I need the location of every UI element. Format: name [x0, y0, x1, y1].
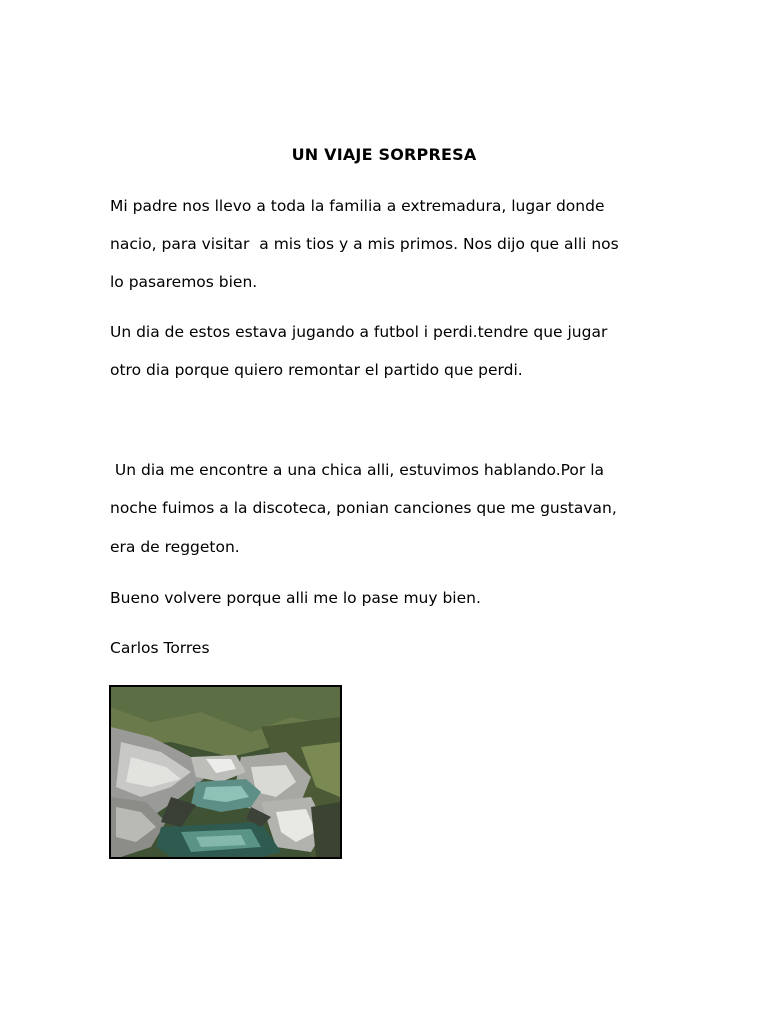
paragraph-line: era de reggeton.	[110, 538, 240, 556]
paragraph-line: nacio, para visitar a mis tios y a mis primos. Nos dijo que alli nos	[110, 235, 619, 253]
document-title: UN VIAJE SORPRESA	[291, 145, 477, 164]
paragraph-line: noche fuimos a la discoteca, ponian canciones que me gustavan,	[110, 499, 617, 517]
paragraph-line: lo pasaremos bien.	[110, 273, 258, 291]
paragraph-line: Mi padre nos llevo a toda la familia a extremadura, lugar donde	[110, 197, 605, 215]
author-signature: Carlos Torres	[110, 639, 210, 657]
paragraph-line: otro dia porque quiero remontar el partido que perdi.	[110, 361, 523, 379]
paragraph-line: Bueno volvere porque alli me lo pase muy bien.	[110, 589, 481, 607]
paragraph-line: Un dia me encontre a una chica alli, estuvimos hablando.Por la	[110, 461, 605, 479]
paragraph-line: Un dia de estos estava jugando a futbol i perdi.tendre que jugar	[110, 323, 608, 341]
landscape-photo	[109, 685, 342, 859]
